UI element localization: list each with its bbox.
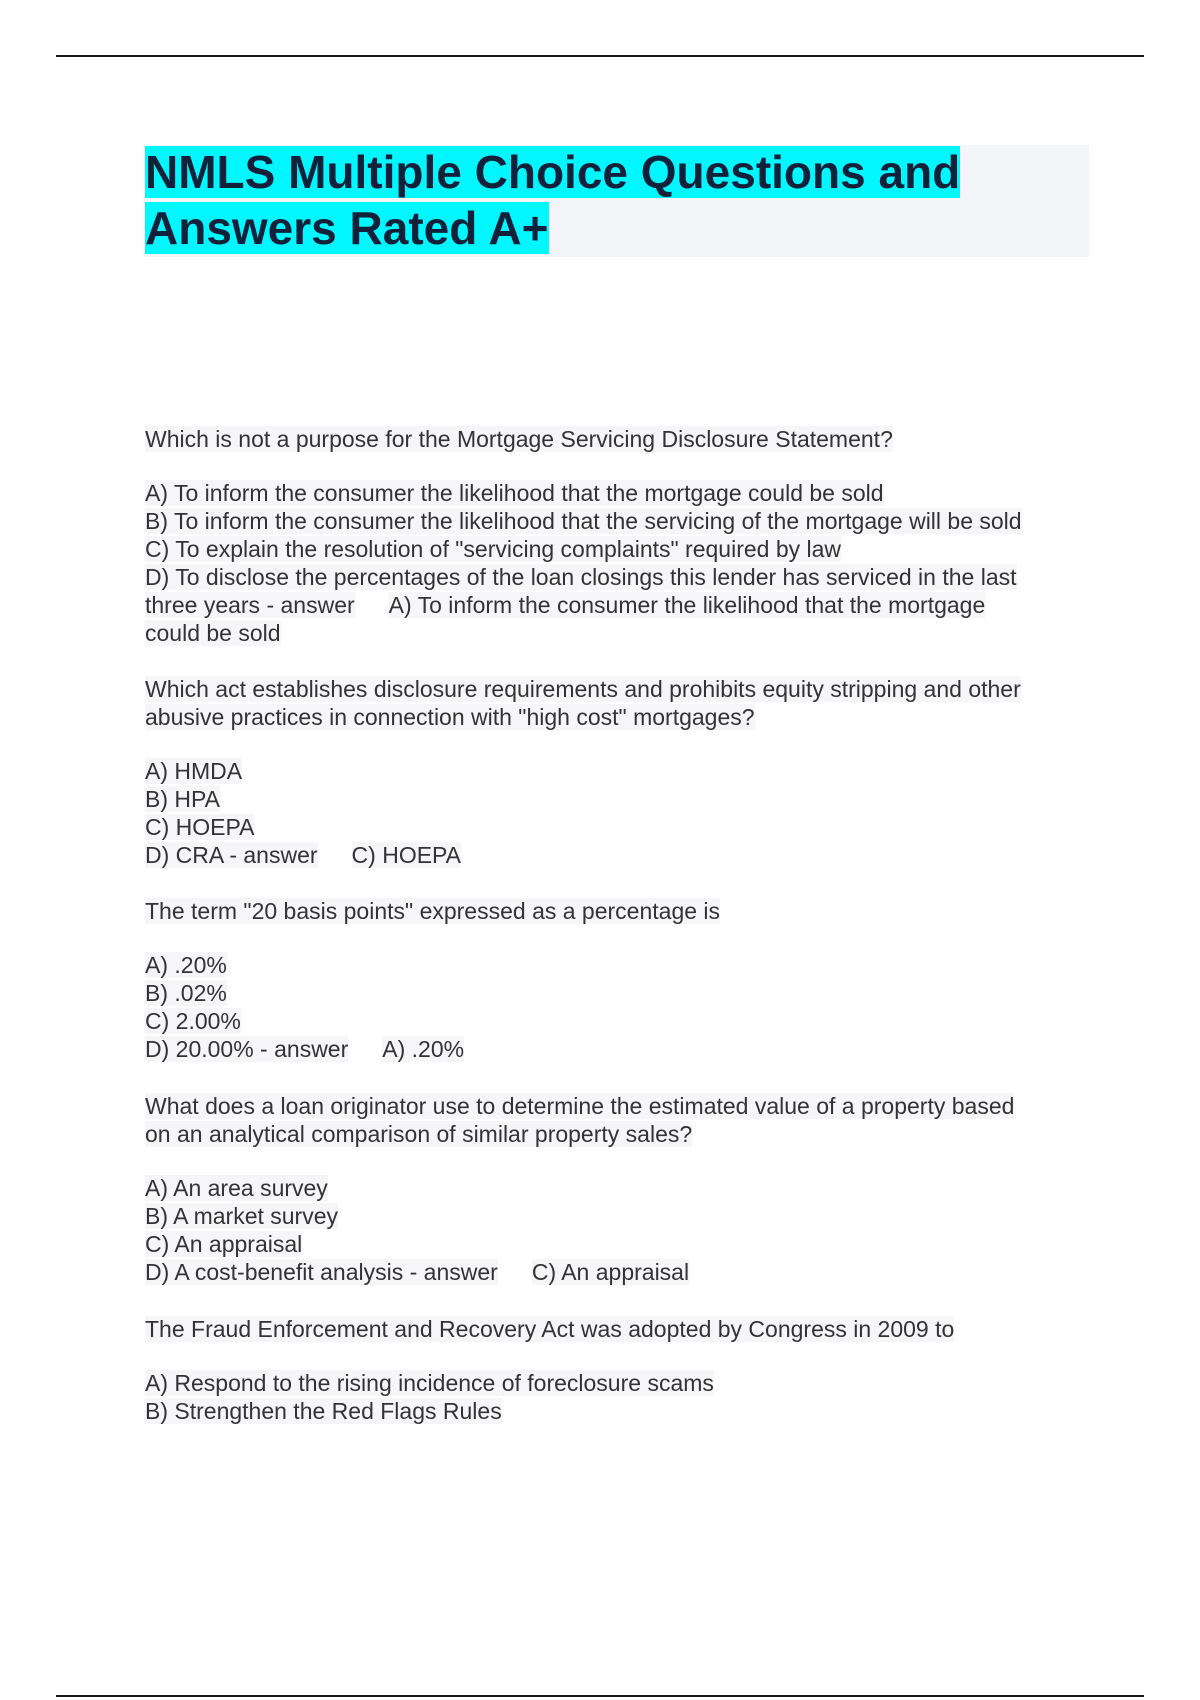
bottom-rule (56, 1695, 1144, 1697)
answer-text: C) HOEPA (351, 842, 462, 868)
option-a: A) .20% (145, 952, 227, 978)
question-stem-line-1: What does a loan originator use to determine the estimated value of a property based (145, 1093, 1015, 1119)
option-d: D) To disclose the percentages of the loan closings this lender has serviced in the last (145, 564, 1017, 590)
answer-text: C) An appraisal (531, 1259, 690, 1285)
question-stem: Which is not a purpose for the Mortgage Servicing Disclosure Statement? (145, 426, 893, 452)
question-4 (145, 1092, 1090, 1286)
option-b: B) To inform the consumer the likelihood that the servicing of the mortgage will be sold (145, 508, 1022, 534)
question-stem-line-1: Which act establishes disclosure requirements and prohibits equity stripping and other (145, 676, 1021, 702)
question-1 (145, 425, 1090, 647)
option-b: B) HPA (145, 786, 220, 812)
option-d: D) 20.00% - answer (145, 1036, 349, 1062)
question-5 (145, 1315, 1090, 1425)
answer-text-continued: could be sold (145, 620, 281, 646)
option-b: B) A market survey (145, 1203, 339, 1229)
question-stem: The Fraud Enforcement and Recovery Act was adopted by Congress in 2009 to (145, 1316, 955, 1342)
option-d: D) A cost-benefit analysis - answer (145, 1259, 498, 1285)
option-a: A) Respond to the rising incidence of foreclosure scams (145, 1370, 714, 1396)
option-c: C) To explain the resolution of "servicing complaints" required by law (145, 536, 842, 562)
option-b: B) .02% (145, 980, 227, 1006)
top-rule (56, 55, 1144, 57)
option-c: C) HOEPA (145, 814, 255, 840)
title-line-2: Answers Rated A+ (145, 202, 549, 254)
question-stem-line-2: abusive practices in connection with "high cost" mortgages? (145, 704, 755, 730)
option-a: A) HMDA (145, 758, 243, 784)
question-stem-line-2: on an analytical comparison of similar property sales? (145, 1121, 693, 1147)
question-stem: The term "20 basis points" expressed as a percentage is (145, 898, 721, 924)
option-b: B) Strengthen the Red Flags Rules (145, 1398, 502, 1424)
question-2 (145, 675, 1090, 869)
option-a: A) An area survey (145, 1175, 328, 1201)
answer-text: A) .20% (382, 1036, 465, 1062)
option-c: C) 2.00% (145, 1008, 241, 1034)
option-d: D) CRA - answer (145, 842, 318, 868)
option-a: A) To inform the consumer the likelihood that the mortgage could be sold (145, 480, 884, 506)
page-title (145, 144, 1089, 256)
title-line-1: NMLS Multiple Choice Questions and (145, 146, 961, 198)
option-d-continued: three years - answer (145, 592, 355, 618)
question-3 (145, 897, 1090, 1063)
answer-text: A) To inform the consumer the likelihood that the mortgage (388, 592, 986, 618)
option-c: C) An appraisal (145, 1231, 303, 1257)
